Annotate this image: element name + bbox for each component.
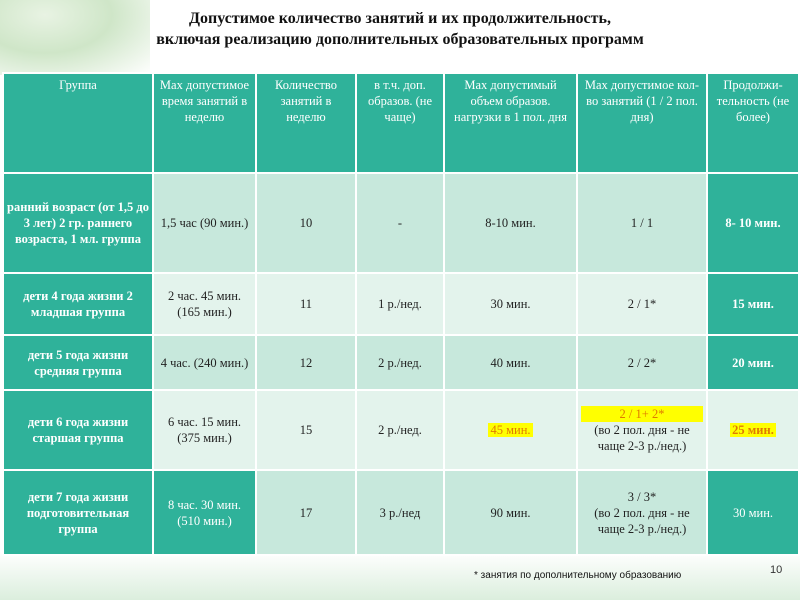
row-count: 12 <box>256 335 356 390</box>
row-load: 8-10 мин. <box>444 173 577 273</box>
row-group: дети 7 года жизни подготовительная группа <box>3 470 153 555</box>
row-group: ранний возраст (от 1,5 до 3 лет) 2 гр. раннего возраста, 1 мл. группа <box>3 173 153 273</box>
row-max-count <box>577 390 707 470</box>
table-row <box>3 335 799 390</box>
footnote: * занятия по дополнительному образованию <box>474 570 682 581</box>
row-group: дети 5 года жизни средняя группа <box>3 335 153 390</box>
row-load: 90 мин. <box>444 470 577 555</box>
table-row <box>3 173 799 273</box>
row-extra: 2 р./нед. <box>356 390 444 470</box>
title-line-1: Допустимое количество занятий и их продолжительность, <box>189 10 611 27</box>
highlighted-duration: 25 мин. <box>732 423 774 437</box>
row-max-time: 4 час. (240 мин.) <box>153 335 256 390</box>
highlighted-max-count: 2 / 1+ 2* <box>581 406 703 422</box>
table-header-row <box>3 73 799 173</box>
table-row <box>3 273 799 335</box>
row-duration: 20 мин. <box>707 335 799 390</box>
row-load: 40 мин. <box>444 335 577 390</box>
header-max-time: Max допустимое время занятий в неделю <box>153 73 256 173</box>
row-max-count: 1 / 1 <box>577 173 707 273</box>
row-max-time: 1,5 час (90 мин.) <box>153 173 256 273</box>
row-load <box>444 390 577 470</box>
row-max-count: 2 / 2* <box>577 335 707 390</box>
header-extra: в т.ч. доп. образов. (не чаще) <box>356 73 444 173</box>
header-max-count: Max допустимое кол-во занятий (1 / 2 пол. дня) <box>577 73 707 173</box>
row-count: 10 <box>256 173 356 273</box>
row-duration: 15 мин. <box>707 273 799 335</box>
row-group: дети 6 года жизни старшая группа <box>3 390 153 470</box>
table-row <box>3 390 799 470</box>
row-duration: 30 мин. <box>707 470 799 555</box>
row-count: 15 <box>256 390 356 470</box>
header-group: Группа <box>3 73 153 173</box>
row-count: 11 <box>256 273 356 335</box>
slide-title <box>0 8 800 50</box>
header-load: Max допустимый объем образов. нагрузки в 1 пол. дня <box>444 73 577 173</box>
page-number: 10 <box>770 564 783 576</box>
max-count-note: (во 2 пол. дня - не чаще 2-3 р./нед.) <box>594 505 690 536</box>
highlighted-load: 45 мин. <box>490 423 531 437</box>
row-group: дети 4 года жизни 2 младшая группа <box>3 273 153 335</box>
title-line-2: включая реализацию дополнительных образовательных программ <box>156 31 644 48</box>
header-count: Количество занятий в неделю <box>256 73 356 173</box>
row-max-time: 2 час. 45 мин. (165 мин.) <box>153 273 256 335</box>
row-count: 17 <box>256 470 356 555</box>
row-extra: 2 р./нед. <box>356 335 444 390</box>
max-count-value: 3 / 3* <box>627 489 657 504</box>
row-max-time: 6 час. 15 мин. (375 мин.) <box>153 390 256 470</box>
schedule-table <box>2 72 800 556</box>
row-duration <box>707 390 799 470</box>
table-row <box>3 470 799 555</box>
max-count-note: (во 2 пол. дня - не чаще 2-3 р./нед.) <box>594 423 690 453</box>
row-extra: 3 р./нед <box>356 470 444 555</box>
header-duration: Продолжи-тельность (не более) <box>707 73 799 173</box>
row-load: 30 мин. <box>444 273 577 335</box>
row-max-count: 2 / 1* <box>577 273 707 335</box>
row-duration: 8- 10 мин. <box>707 173 799 273</box>
row-max-time: 8 час. 30 мин. (510 мин.) <box>153 470 256 555</box>
row-extra: - <box>356 173 444 273</box>
row-max-count <box>577 470 707 555</box>
row-extra: 1 р./нед. <box>356 273 444 335</box>
